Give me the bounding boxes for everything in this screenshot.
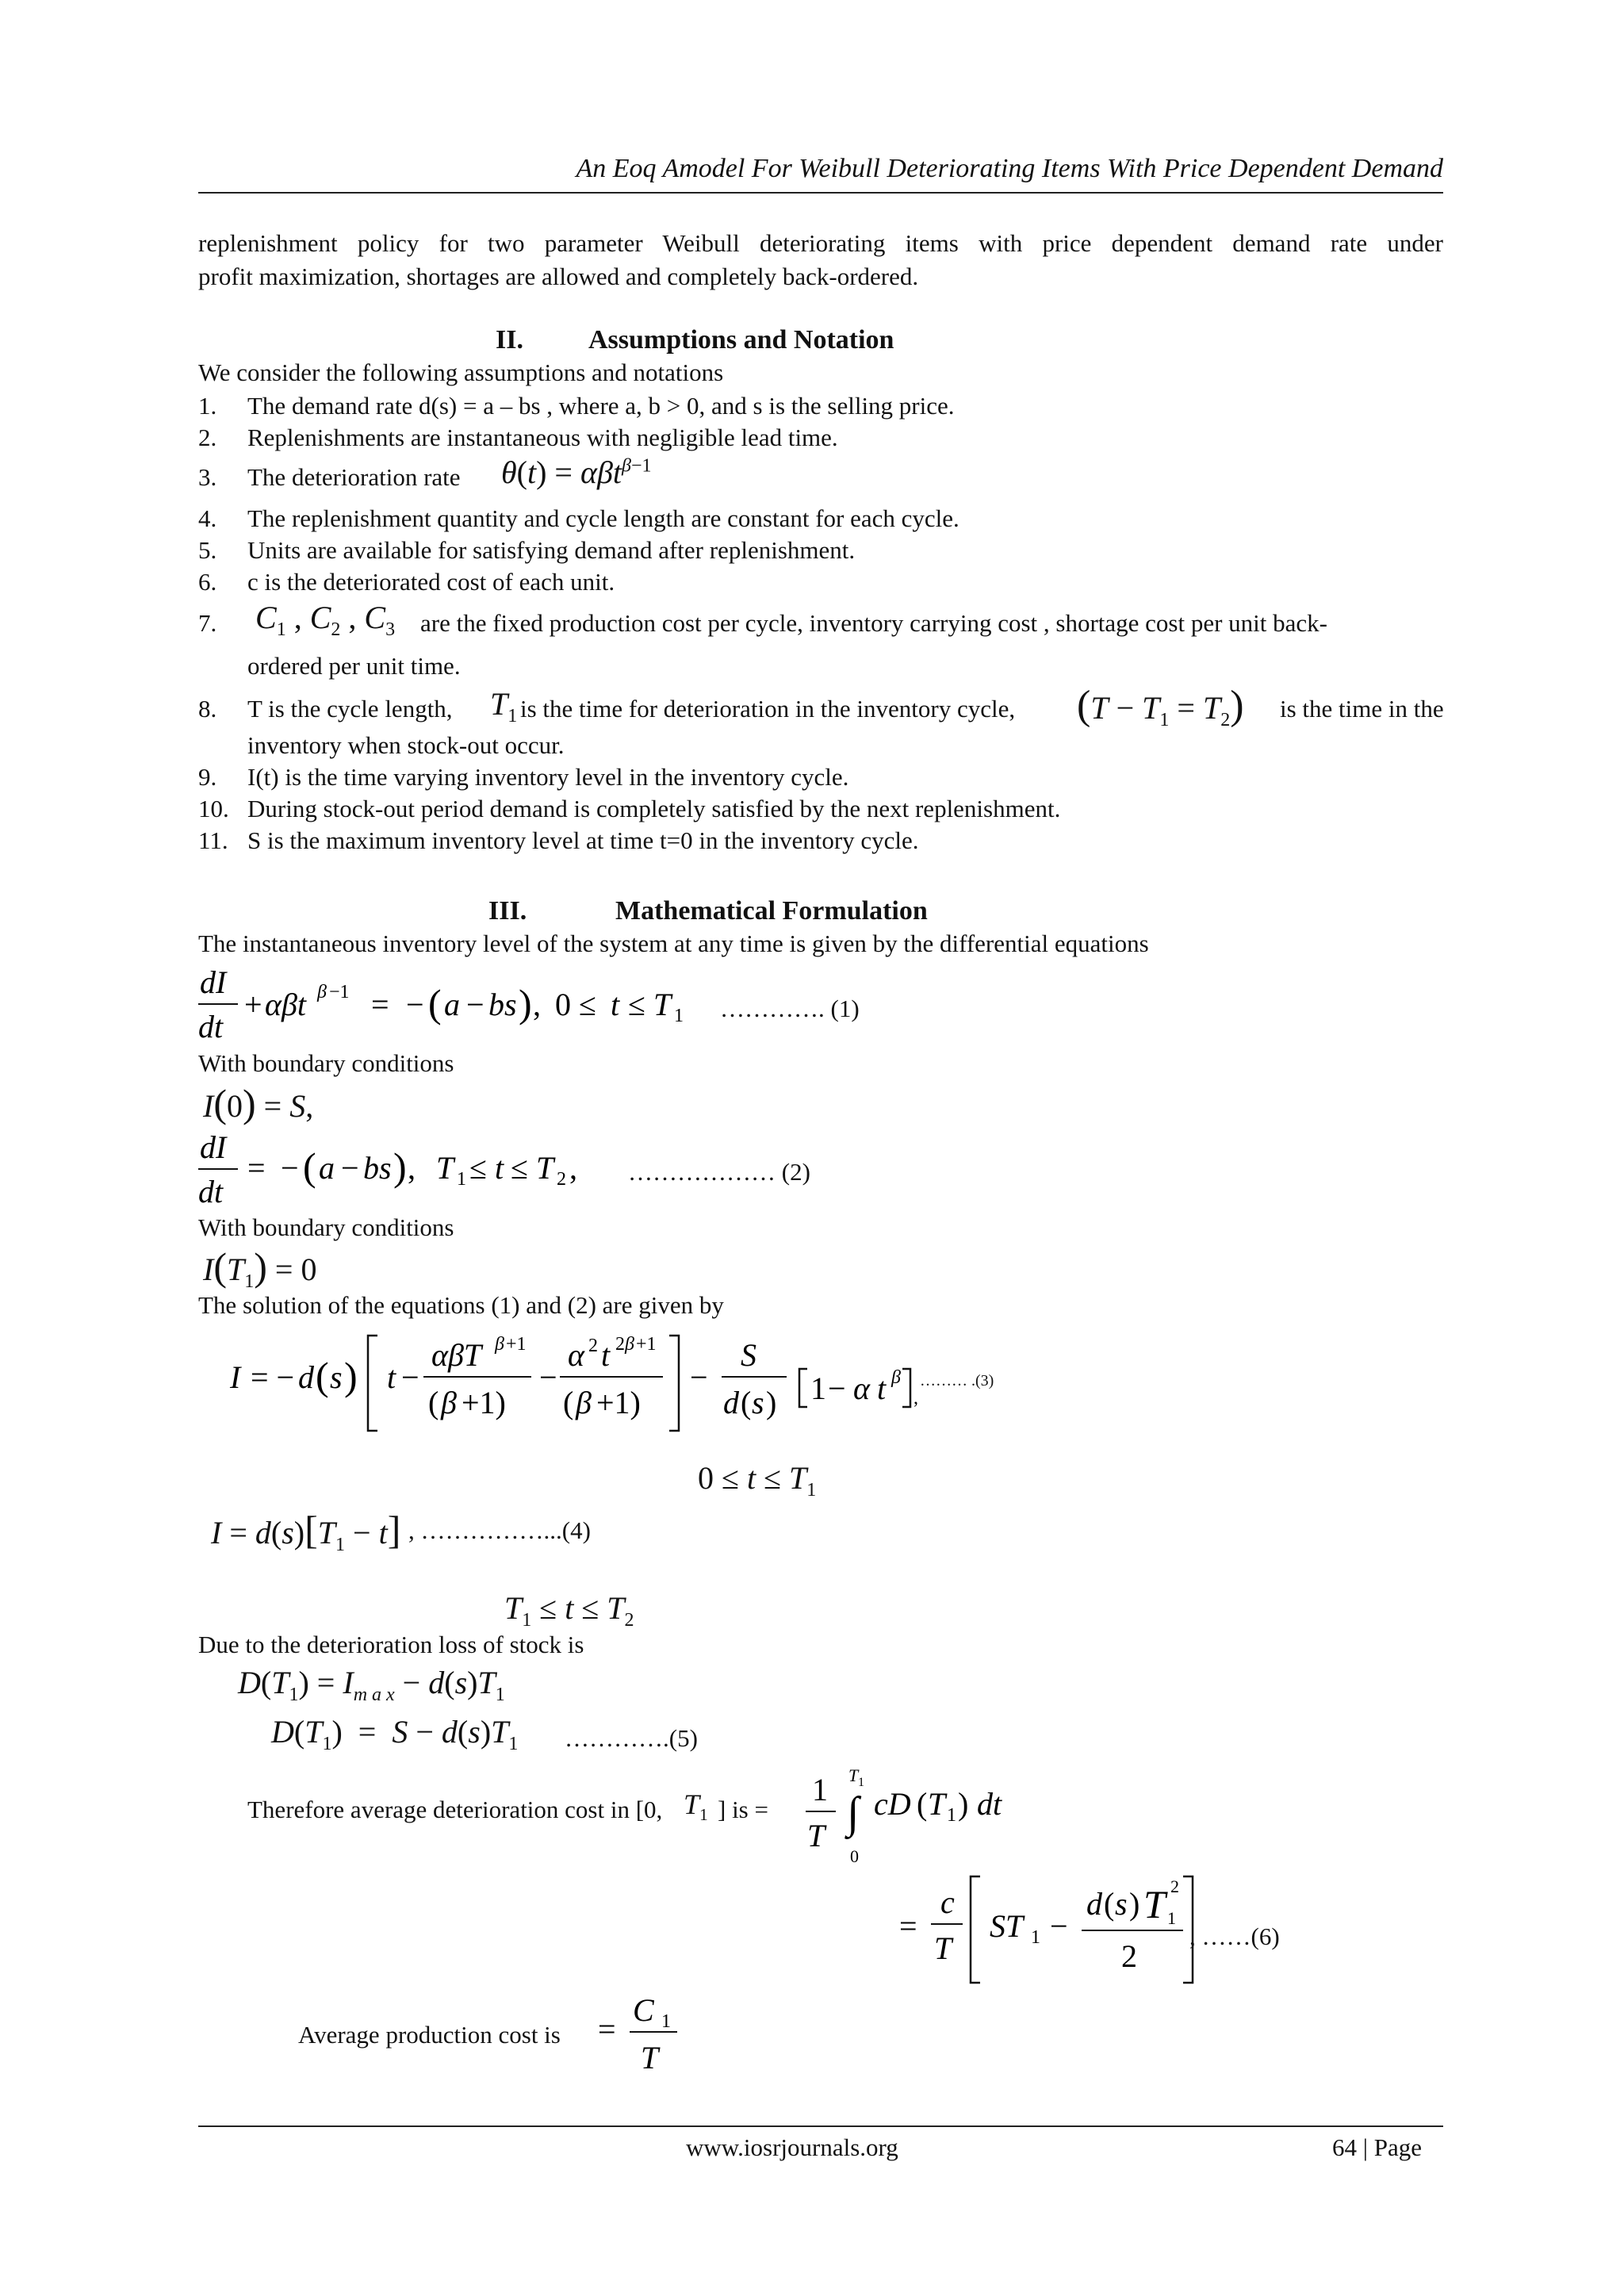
svg-text:T: T — [653, 987, 672, 1022]
svg-text:S: S — [741, 1337, 756, 1373]
section-2-lead: We consider the following assumptions and notations — [198, 358, 724, 386]
svg-text:β: β — [625, 1334, 634, 1355]
svg-text:T: T — [1143, 1882, 1166, 1926]
svg-text:=: = — [598, 2011, 616, 2047]
svg-text:=: = — [247, 1150, 266, 1186]
svg-text:0 ≤: 0 ≤ — [555, 987, 596, 1022]
equation-6-label: , ……(6) — [1189, 1922, 1280, 1950]
boundary-2-text: With boundary conditions — [198, 1213, 454, 1241]
svg-text:α: α — [568, 1337, 584, 1373]
svg-text:(: ( — [741, 1385, 752, 1420]
svg-text:β: β — [495, 1334, 504, 1355]
list-num-1: 1. — [198, 392, 217, 420]
svg-text:(: ( — [303, 1144, 316, 1189]
svg-text:1: 1 — [661, 2011, 671, 2032]
svg-text:T: T — [934, 1930, 952, 1966]
svg-text:α: α — [853, 1370, 870, 1406]
section-2-title: Assumptions and Notation — [588, 325, 894, 355]
boundary-1-text: With boundary conditions — [198, 1049, 454, 1077]
list-item-5: Units are available for satisfying demand after replenishment. — [247, 536, 856, 564]
svg-text:1: 1 — [674, 1006, 684, 1026]
list-num-3: 3. — [198, 463, 217, 491]
svg-text:d: d — [1086, 1886, 1102, 1922]
svg-text:−1: −1 — [329, 982, 350, 1002]
equation-5: $D(T_1) = S - d(s)T_1$ — [271, 1714, 519, 1754]
intro-line-2: profit maximization, shortages are allowed and completely back-ordered. — [198, 263, 919, 290]
svg-text:bs: bs — [363, 1150, 392, 1186]
deterioration-rate-formula: θ(t) = αβt$^{\beta-1}$ — [501, 454, 652, 490]
svg-text:0: 0 — [850, 1846, 859, 1866]
list-item-4: The replenishment quantity and cycle length are constant for each cycle. — [247, 504, 959, 532]
svg-text:αβt: αβt — [265, 987, 307, 1022]
svg-text:): ) — [958, 1786, 969, 1822]
svg-text:≤: ≤ — [628, 987, 645, 1022]
svg-text:+1): +1) — [462, 1385, 506, 1420]
svg-text:): ) — [1129, 1886, 1140, 1922]
svg-text:,: , — [533, 987, 541, 1022]
equation-1-label: …………. (1) — [720, 995, 860, 1022]
list-item-7-cont: ordered per unit time. — [247, 652, 461, 680]
list-item-6: c is the deteriorated cost of each unit. — [247, 568, 615, 596]
section-2-number: II. — [496, 325, 523, 355]
svg-text:2: 2 — [1170, 1876, 1179, 1896]
list-item-9: I(t) is the time varying inventory level in the inventory cycle. — [247, 763, 849, 791]
svg-text:T: T — [436, 1150, 454, 1186]
equation-3-label: ……… .(3) — [920, 1372, 994, 1389]
list-item-3: The deterioration rate — [247, 463, 461, 491]
svg-text:a: a — [319, 1150, 335, 1186]
svg-text:1: 1 — [810, 1370, 826, 1406]
t1-symbol: $T_1$ — [490, 686, 518, 726]
solution-lead: The solution of the equations (1) and (2) are given by — [198, 1291, 724, 1319]
svg-text:= −: = − — [251, 1359, 295, 1395]
svg-text:t: t — [601, 1337, 611, 1373]
svg-text:=: = — [899, 1908, 917, 1944]
svg-text:(: ( — [1104, 1886, 1115, 1922]
list-num-5: 5. — [198, 536, 217, 564]
footer-page-number: 64 | Page — [1332, 2133, 1422, 2161]
svg-text:): ) — [393, 1144, 407, 1189]
svg-text:I: I — [230, 1359, 241, 1395]
svg-text:2: 2 — [588, 1336, 598, 1356]
equation-4-label: , ……………...(4) — [408, 1516, 591, 1544]
avg-det-integral — [801, 1764, 1039, 1867]
list-item-1: The demand rate d(s) = a – bs , where a, b > 0, and s is the selling price. — [247, 392, 955, 420]
svg-text:+1: +1 — [506, 1334, 527, 1355]
list-item-11: S is the maximum inventory level at time t=0 in the inventory cycle. — [247, 826, 919, 854]
avg-det-text: Therefore average deterioration cost in [0, — [247, 1796, 663, 1823]
svg-text:1: 1 — [1031, 1927, 1040, 1948]
svg-text:∫: ∫ — [847, 1788, 860, 1838]
svg-text:s: s — [330, 1359, 343, 1395]
svg-text:c: c — [940, 1884, 955, 1920]
range-t1-t-t2: $T_1 \le t \le T_2$ — [504, 1590, 634, 1631]
svg-text:s: s — [1115, 1886, 1128, 1922]
svg-text:s: s — [752, 1385, 764, 1420]
svg-text:+1): +1) — [596, 1385, 641, 1420]
list-item-8: T is the cycle length, — [247, 695, 453, 723]
svg-text:): ) — [344, 1354, 358, 1398]
svg-text:T: T — [641, 2040, 659, 2076]
svg-text:ST: ST — [990, 1908, 1024, 1944]
svg-text:β: β — [891, 1367, 901, 1388]
svg-text:1: 1 — [1167, 1908, 1176, 1928]
list-item-2: Replenishments are instantaneous with negligible lead time. — [247, 424, 838, 451]
svg-text:−: − — [690, 1359, 708, 1395]
svg-text:d: d — [298, 1359, 314, 1395]
svg-text:2: 2 — [557, 1169, 566, 1190]
svg-text:−: − — [406, 987, 424, 1022]
svg-text:−: − — [1050, 1908, 1068, 1944]
svg-text:(: ( — [428, 981, 442, 1025]
header-rule — [198, 192, 1443, 194]
avg-prod-formula — [595, 1989, 690, 2084]
svg-text:bs: bs — [488, 987, 517, 1022]
equation-5-label: ………….(5) — [565, 1724, 698, 1752]
intro-line-1: replenishment policy for two parameter Weibull deteriorating items with price dependent demand rate under — [198, 229, 1443, 257]
svg-text:(: ( — [428, 1385, 439, 1420]
svg-text:t: t — [611, 987, 620, 1022]
svg-text:+: + — [244, 987, 262, 1022]
section-3-lead: The instantaneous inventory level of the system at any time is given by the differential equations — [198, 930, 1149, 957]
svg-text:t: t — [877, 1370, 887, 1406]
equation-4: $I = d(s)[T_1 - t]$ — [211, 1508, 401, 1555]
list-num-11: 11. — [198, 826, 228, 854]
list-item-8-b: is the time for deterioration in the inventory cycle, — [520, 695, 1016, 723]
svg-text:dt: dt — [977, 1786, 1002, 1822]
avg-det-text-2: ] is = — [718, 1796, 768, 1823]
equation-dt1-imax: $D(T_1) = I_{m a x} - d(s)T_1$ — [238, 1665, 505, 1705]
list-num-2: 2. — [198, 424, 217, 451]
svg-text:T: T — [928, 1786, 946, 1822]
svg-text:1: 1 — [457, 1169, 466, 1190]
svg-text:2: 2 — [615, 1334, 625, 1355]
svg-text:≤: ≤ — [469, 1150, 487, 1186]
list-num-4: 4. — [198, 504, 217, 532]
cost-symbols-formula: $C_1$ , $C_2$ , $C_3$ — [255, 600, 396, 640]
svg-text:−: − — [281, 1150, 299, 1186]
svg-text:(: ( — [917, 1786, 928, 1822]
footer-site: www.iosrjournals.org — [686, 2133, 898, 2161]
svg-text:d: d — [723, 1385, 739, 1420]
svg-text:(: ( — [563, 1385, 574, 1420]
svg-text:β: β — [441, 1385, 457, 1420]
t-minus-t1-formula: $(T - T_1 = T_2)$ — [1077, 683, 1244, 730]
list-item-8-cont: inventory when stock-out occur. — [247, 731, 565, 759]
list-num-7: 7. — [198, 609, 217, 637]
svg-text:=: = — [371, 987, 389, 1022]
svg-text:≤: ≤ — [511, 1150, 528, 1186]
svg-text:): ) — [766, 1385, 777, 1420]
svg-text:+1: +1 — [636, 1334, 657, 1355]
avg-prod-text: Average production cost is — [298, 2021, 561, 2049]
section-3-title: Mathematical Formulation — [615, 896, 928, 926]
list-num-9: 9. — [198, 763, 217, 791]
svg-text:1: 1 — [812, 1772, 828, 1807]
svg-text:T: T — [536, 1150, 554, 1186]
list-num-10: 10. — [198, 795, 229, 822]
svg-text:β: β — [576, 1385, 592, 1420]
svg-text:t: t — [495, 1150, 504, 1186]
equation-i0: I(0) = S, — [203, 1081, 314, 1125]
svg-text:,: , — [914, 1388, 918, 1409]
svg-text:−: − — [539, 1359, 557, 1395]
list-item-8-c: is the time in the — [1280, 695, 1444, 723]
list-num-6: 6. — [198, 568, 217, 596]
svg-text:2: 2 — [1121, 1938, 1137, 1974]
svg-text:β: β — [317, 982, 327, 1002]
list-item-7: are the fixed production cost per cycle, inventory carrying cost , shortage cost per unit back- — [420, 609, 1328, 637]
svg-text:−: − — [828, 1370, 846, 1406]
svg-text:dt: dt — [198, 1009, 224, 1045]
range-t-0-t1: $0 \le t \le T_1$ — [698, 1460, 817, 1501]
list-num-8: 8. — [198, 695, 217, 723]
svg-text:(: ( — [316, 1354, 329, 1398]
svg-text:1: 1 — [858, 1776, 864, 1789]
running-title: An Eoq Amodel For Weibull Deteriorating Items With Price Dependent Demand — [576, 154, 1443, 183]
svg-text:T: T — [807, 1818, 825, 1853]
svg-text:): ) — [519, 981, 532, 1025]
svg-text:,: , — [569, 1150, 577, 1186]
equation-it1: $I(T_1) = 0$ — [203, 1244, 317, 1292]
svg-text:dt: dt — [198, 1174, 224, 1209]
svg-text:dI: dI — [200, 1129, 227, 1165]
svg-text:−: − — [341, 1150, 359, 1186]
footer-rule — [198, 2125, 1443, 2127]
svg-text:a: a — [444, 987, 460, 1022]
svg-text:cD: cD — [874, 1786, 911, 1822]
section-3-number: III. — [488, 896, 527, 926]
intro-paragraph — [198, 227, 1443, 293]
equation-1 — [190, 961, 1063, 1048]
svg-text:dI: dI — [200, 964, 227, 1000]
deterioration-loss-text: Due to the deterioration loss of stock is — [198, 1631, 584, 1658]
svg-text:,: , — [408, 1150, 416, 1186]
avg-det-t1: $T_1$ — [684, 1788, 708, 1825]
svg-text:1: 1 — [947, 1805, 956, 1826]
equation-2-label: ……………… (2) — [628, 1158, 810, 1186]
svg-text:C: C — [633, 1992, 654, 2028]
list-item-10: During stock-out period demand is completely satisfied by the next replenishment. — [247, 795, 1061, 822]
svg-text:t: t — [387, 1359, 396, 1395]
svg-text:T: T — [848, 1765, 859, 1785]
svg-text:−: − — [466, 987, 485, 1022]
svg-text:αβT: αβT — [431, 1337, 482, 1373]
svg-text:−: − — [401, 1359, 419, 1395]
